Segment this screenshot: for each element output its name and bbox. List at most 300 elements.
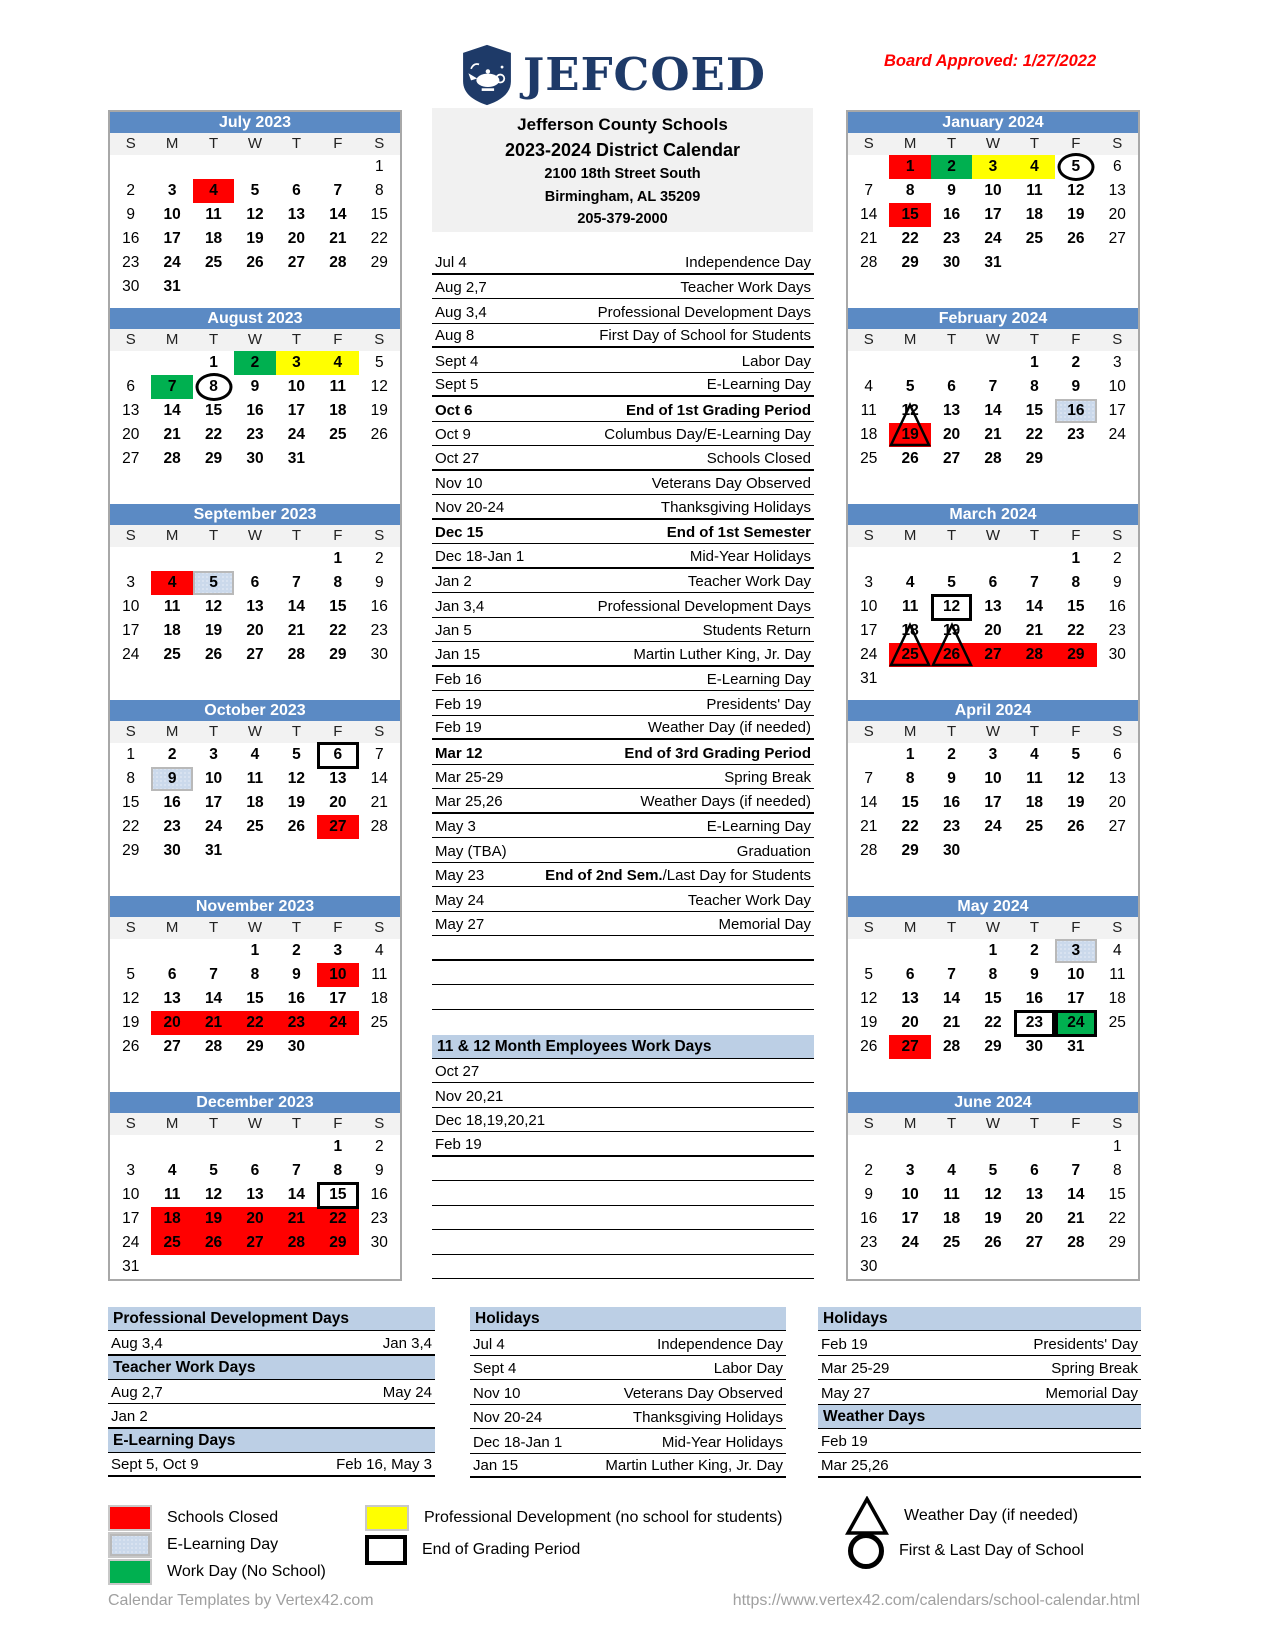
day-cell: 2 (864, 1162, 874, 1179)
event-row (432, 618, 814, 643)
day-cell: 3 (972, 155, 1013, 179)
day-cell: 10 (317, 963, 358, 987)
event-label: Schools Closed (706, 449, 811, 467)
day-cell: 29 (1025, 450, 1044, 467)
legend-end-grading (365, 1535, 580, 1565)
address-line1: 2100 18th Street South (544, 166, 701, 182)
weekday-label: T (1029, 723, 1039, 740)
day-cell: 3 (988, 746, 998, 763)
day-cell: 19 (370, 402, 388, 419)
day-cell (889, 667, 930, 691)
day-cell: 22 (901, 230, 919, 247)
day-cell (1097, 1035, 1138, 1059)
weekday-label: F (1071, 1115, 1081, 1132)
day-cell: 14 (163, 402, 181, 419)
weekday-header-row (110, 525, 400, 547)
weekday-label: T (1029, 135, 1039, 152)
weekday-label: M (165, 1115, 179, 1132)
day-cell: 8 (374, 182, 384, 199)
summary-label: Labor Day (713, 1360, 783, 1377)
day-cell (276, 547, 317, 571)
day-cell: 17 (1067, 990, 1085, 1007)
day-cell (234, 155, 275, 179)
day-cell: 18 (370, 990, 388, 1007)
event-row (432, 373, 814, 398)
event-date: Feb 16 (435, 671, 482, 688)
day-cell: 5 (126, 966, 136, 983)
day-cell: 2 (374, 550, 384, 567)
weekday-label: F (1071, 135, 1081, 152)
weekday-label: T (946, 919, 957, 936)
day-cell (276, 1255, 317, 1279)
weekday-label: W (985, 331, 1001, 348)
event-label: E-Learning Day (706, 818, 811, 835)
event-row (432, 863, 814, 888)
day-cell: 23 (942, 818, 961, 835)
day-cell: 31 (860, 670, 878, 687)
event-label: Veterans Day Observed (651, 475, 811, 492)
event-row (432, 324, 814, 349)
summary-label: Memorial Day (1045, 1384, 1138, 1402)
day-cell: 8 (250, 966, 260, 983)
day-cell: 11 (371, 966, 388, 983)
weekday-label: W (985, 527, 1001, 544)
weekday-label: S (863, 723, 874, 740)
month-title: September 2023 (110, 504, 400, 525)
month-title: March 2024 (848, 504, 1138, 525)
day-cell: 20 (122, 426, 140, 443)
weekday-label: W (985, 1115, 1001, 1132)
day-cell: 12 (246, 206, 264, 223)
day-cell: 31 (984, 254, 1002, 271)
month-calendar (848, 896, 1138, 1083)
month-grid (110, 351, 400, 471)
weekday-label: F (333, 1115, 343, 1132)
event-date: Jul 4 (435, 253, 467, 271)
event-date: Dec 18,19,20,21 (435, 1112, 546, 1129)
day-cell: 19 (1067, 206, 1085, 223)
summary-date: Nov 20-24 (473, 1409, 543, 1426)
weekday-label: F (1071, 919, 1081, 936)
month-calendar (848, 112, 1138, 299)
day-cell: 6 (1112, 158, 1122, 175)
day-cell: 25 (246, 818, 264, 835)
weekday-label: W (247, 331, 263, 348)
summary-row (818, 1429, 1141, 1454)
day-cell: 12 (931, 595, 972, 619)
day-cell: 18 (204, 230, 223, 247)
weekday-label: S (863, 919, 874, 936)
day-cell: 25 (163, 646, 181, 663)
day-cell: 1 (905, 746, 915, 763)
day-cell (972, 667, 1013, 691)
day-cell: 13 (1025, 1186, 1044, 1203)
summary-label: Spring Break (1051, 1360, 1138, 1377)
day-cell: 26 (860, 1038, 878, 1055)
day-cell: 17 (901, 1210, 919, 1227)
day-cell: 11 (205, 206, 222, 223)
month-grid (848, 547, 1138, 691)
month-title: May 2024 (848, 896, 1138, 917)
event-label: Presidents' Day (706, 695, 811, 713)
day-cell: 9 (250, 378, 260, 395)
day-cell: 25 (1025, 230, 1044, 247)
day-cell: 20 (151, 1011, 192, 1035)
weekday-header-row (848, 525, 1138, 547)
weekday-label: T (208, 723, 219, 740)
weekday-label: M (165, 331, 179, 348)
day-cell: 17 (163, 230, 181, 247)
day-cell: 14 (287, 598, 306, 615)
weekday-label: W (247, 1115, 263, 1132)
weekday-label: S (1112, 527, 1123, 544)
calendar-column-2023 (108, 110, 402, 1281)
month-title: November 2023 (110, 896, 400, 917)
day-cell: 21 (1067, 1210, 1085, 1227)
address-line2: Birmingham, AL 35209 (544, 188, 701, 205)
day-cell: 24 (1055, 1011, 1096, 1035)
weekday-label: T (208, 527, 219, 544)
day-cell (234, 547, 275, 571)
event-label: Weather Day (if needed) (647, 719, 811, 736)
day-cell (110, 547, 151, 571)
day-cell: 26 (246, 254, 264, 271)
end-grading-box-mark (1055, 1010, 1096, 1037)
day-cell: 10 (122, 1186, 140, 1203)
day-cell: 13 (942, 402, 961, 419)
weekday-label: W (247, 527, 263, 544)
event-date: Mar 25-29 (435, 769, 504, 786)
day-cell: 14 (860, 794, 878, 811)
day-cell: 24 (984, 818, 1002, 835)
weekday-label: S (1112, 919, 1123, 936)
day-cell (848, 939, 889, 963)
day-cell: 26 (287, 818, 306, 835)
day-cell (151, 155, 192, 179)
day-cell: 8 (1071, 574, 1081, 591)
summary-date: Aug 2,7 (111, 1384, 163, 1401)
day-cell: 7 (988, 378, 998, 395)
day-cell (151, 547, 192, 571)
month-grid (110, 939, 400, 1059)
day-cell: 18 (163, 622, 181, 639)
day-cell: 26 (370, 426, 388, 443)
day-cell: 6 (947, 378, 956, 395)
day-cell: 27 (1108, 818, 1126, 835)
weekday-label: S (374, 919, 385, 936)
day-cell: 20 (329, 794, 347, 811)
day-cell: 28 (942, 1038, 961, 1055)
event-row (432, 422, 814, 447)
day-cell: 7 (374, 746, 384, 763)
weekday-label: S (374, 331, 385, 348)
legend-label: First & Last Day of School (899, 1542, 1084, 1559)
day-cell: 12 (204, 598, 223, 615)
weekday-label: T (208, 1115, 219, 1132)
day-cell: 28 (163, 450, 181, 467)
day-cell (848, 155, 889, 179)
event-date: Oct 6 (435, 401, 473, 419)
day-cell: 30 (942, 842, 961, 859)
day-cell (276, 839, 317, 863)
day-cell: 11 (1109, 966, 1126, 983)
summary-row (818, 1453, 1141, 1478)
day-cell (848, 1135, 889, 1159)
day-cell (234, 275, 275, 299)
event-label: End of 1st Grading Period (625, 401, 811, 419)
event-row (432, 691, 814, 716)
day-cell: 31 (204, 842, 223, 859)
day-cell: 17 (984, 206, 1002, 223)
day-cell: 21 (163, 426, 181, 443)
day-cell: 3 (276, 351, 317, 375)
event-label: Teacher Work Day (687, 573, 811, 590)
day-cell (1055, 667, 1096, 691)
day-cell: 24 (287, 426, 306, 443)
weekday-header-row (848, 721, 1138, 743)
blank-ruled-row (432, 1157, 814, 1182)
end-grading-box-icon (365, 1535, 407, 1565)
day-cell: 16 (1025, 990, 1044, 1007)
weekday-label: F (333, 331, 343, 348)
day-cell (359, 1255, 400, 1279)
event-date: Oct 9 (435, 426, 471, 443)
day-cell: 10 (901, 1186, 919, 1203)
day-cell: 5 (250, 182, 260, 199)
district-info-box (432, 108, 813, 232)
summary-table-workdays (108, 1307, 435, 1477)
month-title: October 2023 (110, 700, 400, 721)
org-name: Jefferson County Schools (517, 115, 728, 134)
calendar-title: 2023-2024 District Calendar (504, 140, 741, 160)
day-cell (359, 275, 400, 299)
day-cell: 20 (287, 230, 306, 247)
weekday-label: S (125, 919, 136, 936)
weekday-label: W (247, 135, 263, 152)
day-cell: 11 (943, 1186, 960, 1203)
weekday-label: S (1112, 1115, 1123, 1132)
day-cell: 21 (370, 794, 388, 811)
day-cell: 27 (889, 1035, 930, 1059)
day-cell: 9 (1112, 574, 1122, 591)
day-cell: 27 (163, 1038, 181, 1055)
day-cell: 7 (947, 966, 956, 983)
weekday-label: T (291, 1115, 301, 1132)
day-cell: 21 (276, 1207, 317, 1231)
day-cell: 24 (860, 646, 878, 663)
day-cell: 2 (1071, 354, 1081, 371)
weekday-label: S (125, 723, 136, 740)
day-cell: 26 (1067, 818, 1085, 835)
day-cell: 15 (1108, 1186, 1126, 1203)
day-cell (889, 547, 930, 571)
day-cell: 22 (1067, 622, 1085, 639)
day-cell: 20 (1025, 1210, 1044, 1227)
day-cell: 14 (860, 206, 878, 223)
day-cell: 27 (1025, 1234, 1044, 1251)
day-cell: 5 (292, 746, 301, 763)
summary-date: Jan 2 (111, 1407, 148, 1425)
day-cell: 21 (942, 1014, 961, 1031)
weekday-label: T (946, 527, 957, 544)
event-date: Oct 27 (435, 1063, 480, 1080)
day-cell: 25 (889, 643, 930, 667)
month-title: August 2023 (110, 308, 400, 329)
event-row (432, 789, 814, 814)
summary-label: Jan 3,4 (382, 1334, 432, 1352)
day-cell: 20 (942, 426, 961, 443)
day-cell: 29 (122, 842, 140, 859)
summary-row (818, 1331, 1141, 1356)
weekday-label: T (208, 919, 219, 936)
day-cell: 28 (204, 1038, 223, 1055)
month-calendar (848, 1092, 1138, 1279)
weekday-label: F (333, 135, 343, 152)
day-cell: 12 (1067, 770, 1085, 787)
day-cell: 4 (1014, 155, 1055, 179)
summary-date: Nov 10 (473, 1384, 521, 1402)
day-cell: 28 (370, 818, 388, 835)
day-cell: 27 (246, 646, 264, 663)
day-cell: 2 (1030, 942, 1039, 959)
day-cell: 24 (122, 1234, 140, 1251)
summary-row (818, 1356, 1141, 1381)
event-label: E-Learning Day (706, 376, 811, 393)
day-cell: 16 (370, 598, 388, 615)
event-label: End of 3rd Grading Period (624, 744, 811, 762)
day-cell: 8 (905, 182, 915, 199)
event-date: Sept 4 (435, 352, 479, 370)
day-cell: 23 (122, 254, 140, 271)
day-cell (193, 1135, 234, 1159)
weekday-label: M (165, 527, 179, 544)
day-cell: 20 (246, 622, 264, 639)
event-label: Independence Day (685, 253, 811, 271)
event-label: First Day of School for Students (599, 327, 811, 344)
day-cell (1055, 1135, 1096, 1159)
event-label: Memorial Day (718, 916, 811, 933)
day-cell: 22 (1108, 1210, 1126, 1227)
day-cell: 27 (122, 450, 140, 467)
day-cell: 20 (1108, 794, 1126, 811)
weekday-header-row (848, 1113, 1138, 1135)
day-cell: 2 (234, 351, 275, 375)
weekday-header-row (110, 329, 400, 351)
day-cell (317, 1035, 358, 1059)
day-cell (317, 447, 358, 471)
day-cell (1055, 839, 1096, 863)
month-grid (110, 1135, 400, 1279)
day-cell: 3 (1055, 939, 1096, 963)
day-cell: 29 (370, 254, 388, 271)
day-cell (317, 839, 358, 863)
day-cell: 17 (122, 1210, 140, 1227)
day-cell: 5 (209, 1162, 218, 1179)
day-cell: 23 (276, 1011, 317, 1035)
event-date: Feb 19 (435, 1135, 482, 1153)
day-cell: 30 (1108, 646, 1126, 663)
day-cell (110, 155, 151, 179)
day-cell: 28 (860, 842, 878, 859)
day-cell: 4 (151, 571, 192, 595)
day-cell: 16 (942, 206, 961, 223)
summary-row (818, 1380, 1141, 1405)
day-cell: 7 (209, 966, 218, 983)
day-cell: 5 (905, 378, 915, 395)
day-cell (931, 1255, 972, 1279)
work-day-row (432, 1132, 814, 1157)
day-cell: 14 (942, 990, 961, 1007)
summary-row (470, 1331, 786, 1356)
weekday-label: S (374, 1115, 385, 1132)
month-grid (110, 743, 400, 863)
day-cell: 17 (329, 990, 347, 1007)
day-cell: 27 (234, 1231, 275, 1255)
blank-ruled-row (432, 1255, 814, 1280)
day-cell: 22 (204, 426, 223, 443)
event-date: Mar 12 (435, 744, 483, 762)
day-cell: 19 (984, 1210, 1002, 1227)
month-title: July 2023 (110, 112, 400, 133)
day-cell: 10 (1067, 966, 1085, 983)
day-cell: 1 (1071, 550, 1081, 567)
day-cell: 18 (246, 794, 264, 811)
day-cell: 26 (931, 643, 972, 667)
weekday-header-row (110, 917, 400, 939)
legend-schools-closed (108, 1505, 278, 1531)
day-cell: 13 (329, 770, 347, 787)
day-cell: 6 (250, 574, 260, 591)
event-row (432, 765, 814, 790)
jefcoed-logo (460, 44, 766, 106)
summary-row (470, 1405, 786, 1430)
day-cell: 15 (246, 990, 264, 1007)
day-cell: 1 (333, 550, 343, 567)
month-calendar (110, 1092, 400, 1279)
event-row (432, 348, 814, 373)
event-label: Teacher Work Day (687, 891, 811, 909)
day-cell: 19 (942, 622, 961, 639)
day-cell: 6 (292, 182, 301, 199)
day-cell: 24 (317, 1011, 358, 1035)
day-cell: 25 (204, 254, 223, 271)
day-cell: 3 (167, 182, 177, 199)
legend-label: Schools Closed (167, 1509, 279, 1526)
day-cell: 18 (329, 402, 347, 419)
day-cell (317, 155, 358, 179)
day-cell: 23 (860, 1234, 878, 1251)
day-cell: 21 (329, 230, 347, 247)
event-date: Jan 2 (435, 573, 472, 590)
day-cell: 27 (287, 254, 306, 271)
day-cell: 24 (163, 254, 181, 271)
day-cell: 10 (1108, 378, 1126, 395)
template-url[interactable]: https://www.vertex42.com/calendars/school-calendar.html (732, 1592, 1140, 1609)
day-cell: 22 (234, 1011, 275, 1035)
day-cell: 23 (1108, 622, 1126, 639)
day-cell (151, 1255, 192, 1279)
day-cell (848, 547, 889, 571)
day-cell: 22 (984, 1014, 1002, 1031)
event-label: End of 1st Semester (666, 524, 811, 541)
month-grid (848, 939, 1138, 1059)
day-cell (234, 839, 275, 863)
event-label: Students Return (702, 622, 811, 639)
day-cell: 10 (984, 182, 1002, 199)
day-cell: 22 (901, 818, 919, 835)
weekday-label: T (1029, 331, 1039, 348)
work-day-swatch (108, 1559, 152, 1585)
